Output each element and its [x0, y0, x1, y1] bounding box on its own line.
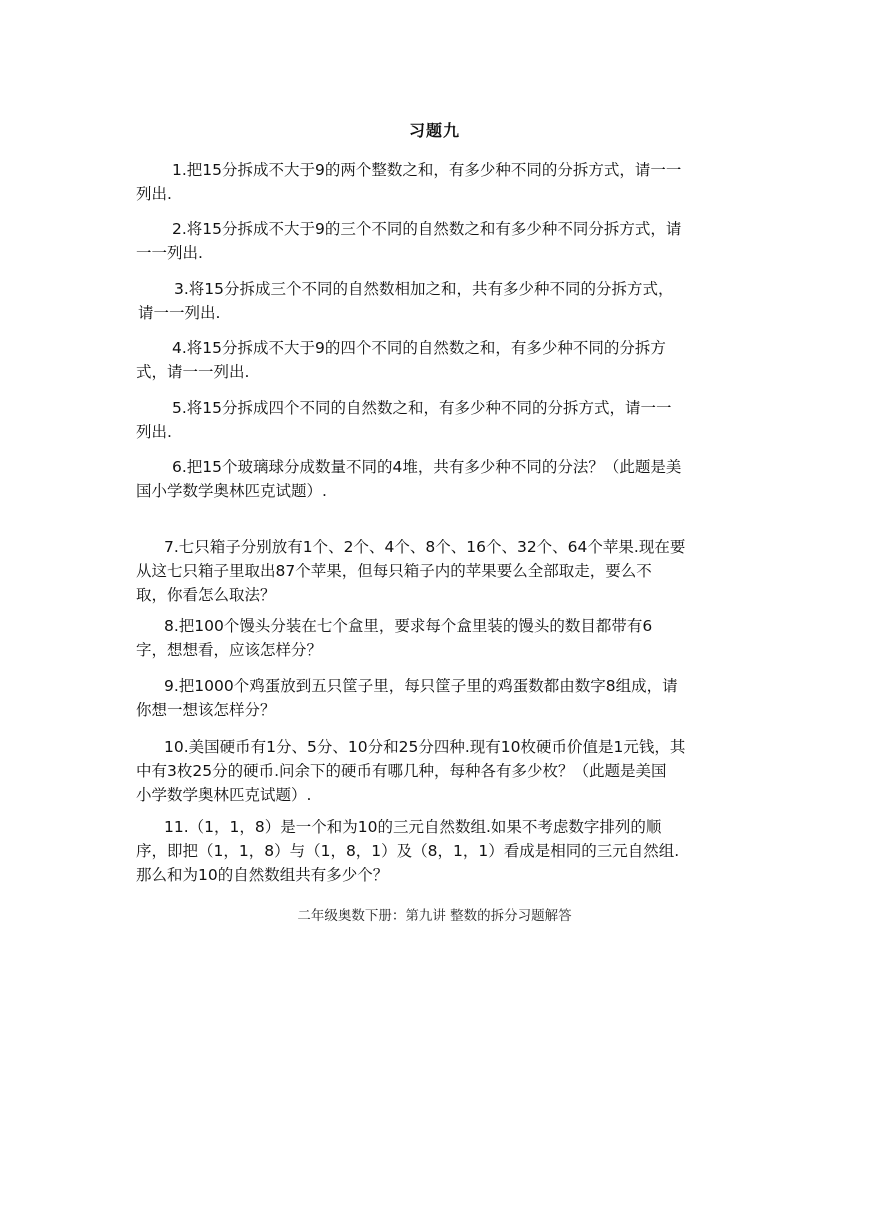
- problem-9-line-2: 你想一想该怎样分？: [136, 701, 276, 719]
- problem-3: [138, 277, 738, 325]
- problem-2-line-2: 一一列出.: [136, 244, 203, 262]
- problem-2: [136, 217, 736, 265]
- problem-8-line-1: 8.把100个馒头分装在七个盒里，要求每个盒里装的馒头的数目都带有6: [164, 617, 653, 635]
- problem-2-line-1: 2.将15分拆成不大于9的三个不同的自然数之和有多少种不同分拆方式，请: [172, 220, 682, 238]
- problem-1-line-1: 1.把15分拆成不大于9的两个整数之和，有多少种不同的分拆方式，请一一: [172, 161, 682, 179]
- problem-7-line-1: 7.七只箱子分别放有1个、2个、4个、8个、16个、32个、64个苹果.现在要: [164, 538, 686, 556]
- problem-7: [136, 535, 736, 607]
- problem-4-line-2: 式，请一一列出.: [136, 363, 250, 381]
- problem-6-line-1: 6.把15个玻璃球分成数量不同的4堆，共有多少种不同的分法？（此题是美: [172, 458, 682, 476]
- problem-6: [136, 455, 736, 503]
- problem-10-line-2: 中有3枚25分的硬币.问余下的硬币有哪几种，每种各有多少枚？（此题是美国: [136, 762, 667, 780]
- problem-10-line-3: 小学数学奥林匹克试题）.: [136, 786, 312, 804]
- problem-11-line-1: 11.（1，1，8）是一个和为10的三元自然数组.如果不考虑数字排列的顺: [164, 818, 662, 836]
- problem-4-line-1: 4.将15分拆成不大于9的四个不同的自然数之和，有多少种不同的分拆方: [172, 339, 666, 357]
- problem-7-line-3: 取，你看怎么取法？: [136, 586, 276, 604]
- problem-10-line-1: 10.美国硬币有1分、5分、10分和25分四种.现有10枚硬币价值是1元钱，其: [164, 738, 686, 756]
- problem-9-line-1: 9.把1000个鸡蛋放到五只筐子里，每只筐子里的鸡蛋数都由数字8组成，请: [164, 677, 678, 695]
- problem-5: [136, 396, 736, 444]
- problem-4: [136, 336, 736, 384]
- problem-9: [136, 674, 736, 722]
- exercise-title: 习题九: [408, 121, 460, 140]
- problem-5-line-1: 5.将15分拆成四个不同的自然数之和，有多少种不同的分拆方式，请一一: [172, 399, 672, 417]
- problem-11-line-2: 序，即把（1，1，8）与（1，8，1）及（8，1，1）看成是相同的三元自然组.: [136, 842, 680, 860]
- problem-1-line-2: 列出.: [136, 185, 172, 203]
- page-footer: 二年级奥数下册：第九讲 整数的拆分习题解答: [297, 908, 572, 924]
- problem-8-line-2: 字，想想看，应该怎样分？: [136, 641, 323, 659]
- problem-10: [136, 735, 736, 807]
- problem-11: [136, 815, 736, 887]
- problem-3-line-2: 请一一列出.: [138, 304, 221, 322]
- problem-8: [136, 614, 736, 662]
- problem-11-line-3: 那么和为10的自然数组共有多少个？: [136, 866, 389, 884]
- problem-7-line-2: 从这七只箱子里取出87个苹果，但每只箱子内的苹果要么全部取走，要么不: [136, 562, 652, 580]
- problem-6-line-2: 国小学数学奥林匹克试题）.: [136, 482, 327, 500]
- problem-1: [136, 158, 736, 206]
- problem-5-line-2: 列出.: [136, 423, 172, 441]
- problem-3-line-1: 3.将15分拆成三个不同的自然数相加之和，共有多少种不同的分拆方式，: [174, 280, 674, 298]
